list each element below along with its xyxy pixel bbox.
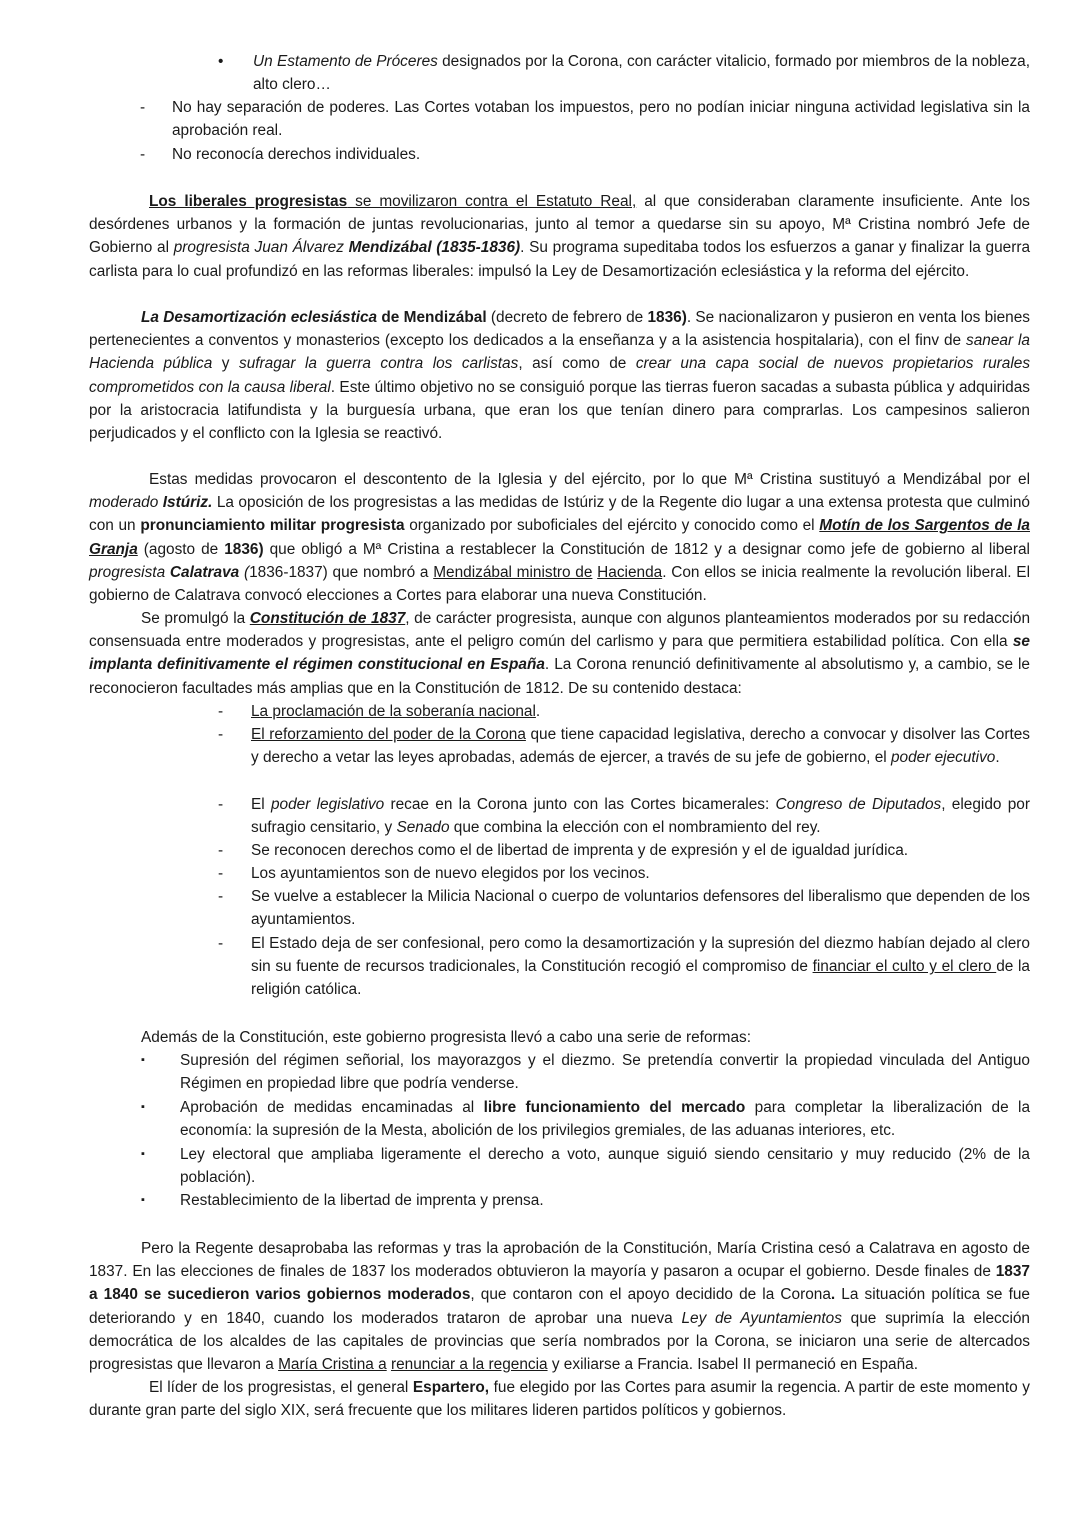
list-item-text: Supresión del régimen señorial, los mayorazgos y el diezmo. Se pretendía convertir la propiedad vinculada del Antiguo Régimen en propiedad libre que podría venderse. — [180, 1052, 1030, 1093]
square-bullet-icon: ▪ — [141, 1101, 145, 1113]
list-item-text: El reforzamiento del poder de la Corona que tiene capacidad legislativa, derecho a convocar y disolver las Cortes y derecho a vetar las leyes aprobadas, además de ejercer, a través de su jefe de gobierno, el poder ejecutivo. — [251, 726, 1030, 767]
dash-marker: - — [218, 703, 224, 720]
list-item — [218, 839, 1030, 862]
list-item — [141, 1049, 1030, 1095]
paragraph: La Desamortización eclesiástica de Mendizábal (decreto de febrero de 1836). Se nacionalizaron y pusieron en venta los bienes pertenecientes a conventos y monasterios (excepto los dedicados a la enseñanza y a la asistencia hospitalaria), con el finv de sanear la Hacienda pública y sufragar la guerra contra los carlistas, así como de crear una capa social de nuevos propietarios rurales comprometidos con la causa liberal. Este último objetivo no se consiguió porque las tierras fueron sacadas a subasta pública y adquiridas por la aristocracia latifundista y la burguesía urbana, que eran los que tenían dinero para comprarlas. Los campesinos salieron perjudicados y el conflicto con la Iglesia se reactivó. — [89, 309, 1031, 443]
list-item-text: Restablecimiento de la libertad de imprenta y prensa. — [180, 1192, 544, 1209]
list-item — [218, 793, 1030, 839]
paragraph: Pero la Regente desaprobaba las reformas y tras la aprobación de la Constitución, María Cristina cesó a Calatrava en agosto de 1837. En las elecciones de finales de 1837 los moderados obtuvieron la mayoría y pasaron a ocupar el gobierno. Desde finales de 1837 a 1840 se sucedieron varios gobiernos moderados, que contaron con el apoyo decidido de la Corona. La situación política se fue deteriorando y en 1840, cuando los moderados trataron de aprobar una nueva Ley de Ayuntamientos que suprimía la elección democrática de los alcaldes de las capitales de provincias que sería nombrados por la Corona, se iniciaron una serie de altercados progresistas que llevaron a María Cristina a renunciar a la regencia y exiliarse a Francia. Isabel II permaneció en España. — [89, 1240, 1030, 1374]
list-item-text: El poder legislativo recae en la Corona junto con las Cortes bicamerales: Congreso de Diputados, elegido por sufragio censitario, y Senado que combina la elección con el nombramiento del rey. — [251, 796, 1030, 837]
list-item-text: Los ayuntamientos son de nuevo elegidos por los vecinos. — [251, 865, 650, 882]
list-item — [141, 1189, 1030, 1212]
dash-marker: - — [218, 935, 224, 952]
list-item — [141, 1143, 1030, 1189]
list-item-text: Un Estamento de Próceres designados por la Corona, con carácter vitalicio, formado por miembros de la nobleza, alto clero… — [253, 53, 1030, 94]
list-item-text: Aprobación de medidas encaminadas al libre funcionamiento del mercado para completar la liberalización de la economía: la supresión de la Mesta, abolición de los privilegios gremiales, de las aduanas interiores, etc. — [180, 1099, 1031, 1140]
list-item — [140, 143, 1030, 166]
list-item-text: Ley electoral que ampliaba ligeramente el derecho a voto, aunque siguió siendo censitario y muy reducido (2% de la población). — [180, 1146, 1030, 1187]
list-item — [218, 862, 1030, 885]
square-bullet-icon: ▪ — [141, 1194, 145, 1206]
dash-marker: - — [218, 726, 224, 743]
dash-marker: - — [218, 796, 224, 813]
paragraph: Estas medidas provocaron el descontento de la Iglesia y del ejército, por lo que Mª Cristina sustituyó a Mendizábal por el moderado Istúriz. La oposición de los progresistas a las medidas de Istúriz y de la Regente dio lugar a una extensa protesta que culminó con un pronunciamiento militar progresista organizado por suboficiales del ejército y conocido como el Motín de los Sargentos de la Granja (agosto de 1836) que obligó a Mª Cristina a restablecer la Constitución de 1812 y a designar como jefe de gobierno al liberal progresista Calatrava (1836-1837) que nombró a Mendizábal ministro de Hacienda. Con ellos se inicia realmente la revolución liberal. El gobierno de Calatrava convocó elecciones a Cortes para elaborar una nueva Constitución. — [89, 471, 1030, 605]
square-bullet-icon: ▪ — [141, 1148, 145, 1160]
bullet-marker: • — [218, 53, 224, 70]
dash-marker: - — [218, 865, 224, 882]
list-item-text: No reconocía derechos individuales. — [172, 146, 421, 163]
list-item — [140, 96, 1030, 142]
square-bullet-icon: ▪ — [141, 1054, 145, 1066]
list-item-text: No hay separación de poderes. Las Cortes votaban los impuestos, pero no podían iniciar ninguna actividad legislativa sin la aprobación real. — [172, 99, 1030, 140]
list-item-text: Se vuelve a establecer la Milicia Nacional o cuerpo de voluntarios defensores del liberalismo que dependen de los ayuntamientos. — [251, 888, 1030, 929]
paragraph: El líder de los progresistas, el general Espartero, fue elegido por las Cortes para asumir la regencia. A partir de este momento y durante gran parte del siglo XIX, será frecuente que los militares lideren partidos políticos y gobiernos. — [89, 1379, 1030, 1420]
list-item — [218, 932, 1030, 1002]
dash-marker: - — [140, 99, 146, 116]
list-item-text: La proclamación de la soberanía nacional. — [251, 703, 541, 720]
paragraph: Se promulgó la Constitución de 1837, de carácter progresista, aunque con algunos planteamientos moderados por su redacción consensuada entre moderados y progresistas, ante el peligro común del carlismo y para que permitiera estabilidad política. Con ella se implanta definitivamente el régimen constitucional en España. La Corona renunció definitivamente al absolutismo y, a cambio, se le reconocieron facultades más amplias que en la Constitución de 1812. De su contenido destaca: — [89, 610, 1031, 697]
list-item-text: Se reconocen derechos como el de libertad de imprenta y de expresión y el de igualdad jurídica. — [251, 842, 909, 859]
dash-marker: - — [218, 888, 224, 905]
dash-marker: - — [140, 146, 146, 163]
list-item — [218, 700, 1030, 723]
list-item — [141, 1096, 1030, 1142]
list-item — [218, 885, 1030, 931]
list-item-text: El Estado deja de ser confesional, pero como la desamortización y la supresión del diezmo habían dejado al clero sin su fuente de recursos tradicionales, la Constitución recogió el compromiso de financiar el culto y el clero de la religión católica. — [251, 935, 1030, 999]
list-item — [218, 723, 1030, 769]
paragraph: Los liberales progresistas se movilizaron contra el Estatuto Real, al que consideraban claramente insuficiente. Ante los desórdenes urbanos y la formación de juntas revolucionarias, junto al temor a quedarse sin su apoyo, Mª Cristina nombró Jefe de Gobierno al progresista Juan Álvarez Mendizábal (1835-1836). Su programa supeditaba todos los esfuerzos a ganar y finalizar la guerra carlista para lo cual profundizó en las reformas liberales: impulsó la Ley de Desamortización eclesiástica y la reforma del ejército. — [89, 193, 1031, 280]
dash-marker: - — [218, 842, 224, 859]
reforms-intro: Además de la Constitución, este gobierno progresista llevó a cabo una serie de reformas: — [141, 1029, 751, 1046]
list-item — [218, 50, 1030, 96]
